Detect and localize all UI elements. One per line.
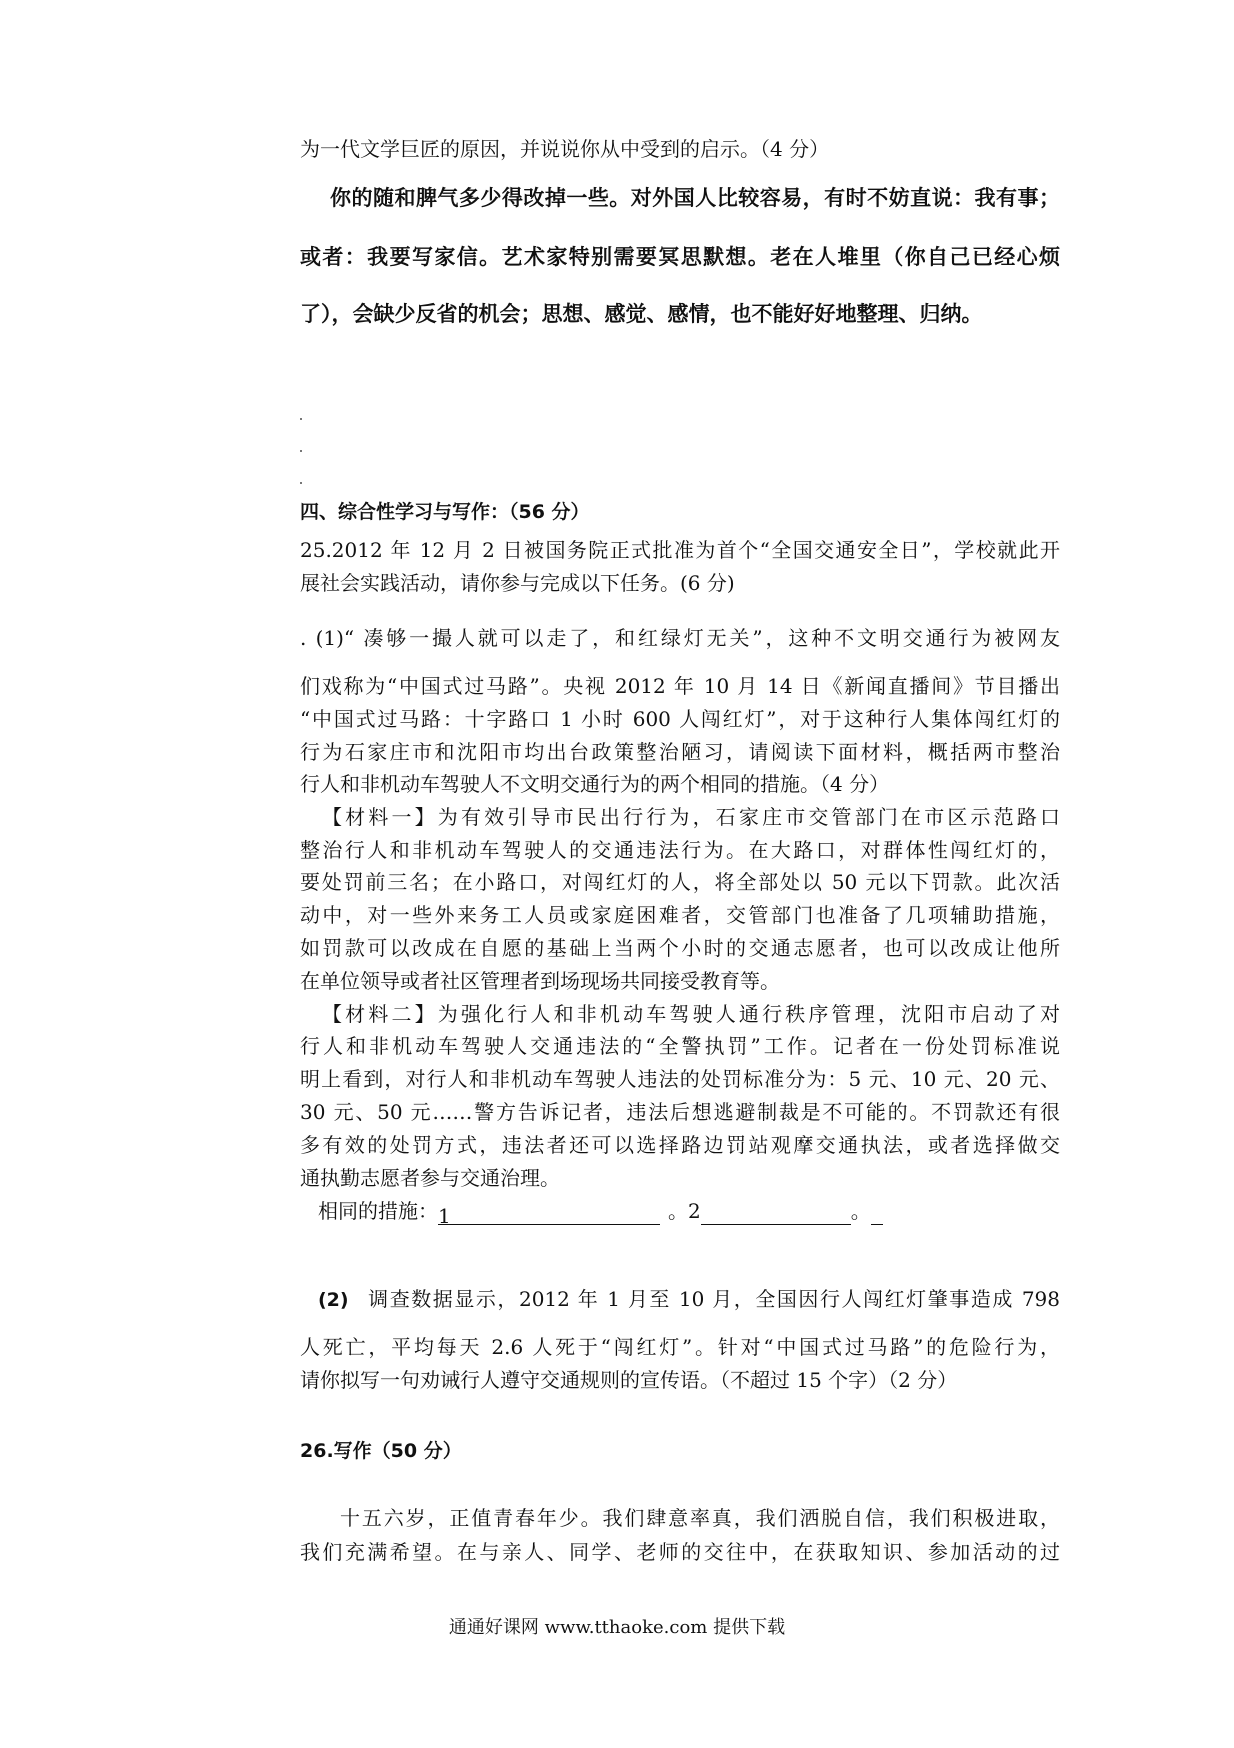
scan-speck <box>300 450 302 452</box>
section-heading: 四、综合性学习与写作：（56 分） <box>300 501 590 523</box>
answer-blank-2[interactable] <box>701 1202 851 1225</box>
question-text-line: . (1)“ 凑够一撮人就可以走了，和红绿灯无关”，这种不文明交通行为被网友 <box>300 626 1060 650</box>
material-two-line: 明上看到，对行人和非机动车驾驶人违法的处罚标准分为：5 元、10 元、20 元、 <box>300 1067 1060 1091</box>
essay-prompt-line: 十五六岁，正值青春年少。我们肆意率真，我们洒脱自信，我们积极进取， <box>340 1506 1060 1530</box>
material-one-line: 动中，对一些外来务工人员或家庭困难者，交管部门也准备了几项辅助措施， <box>300 903 1060 927</box>
scan-speck <box>300 418 302 420</box>
material-one-line: 整治行人和非机动车驾驶人的交通违法行为。在大路口，对群体性闯红灯的， <box>300 838 1060 862</box>
material-two-line: 30 元、50 元……警方告诉记者，违法后想逃避制裁是不可能的。不罚款还有很 <box>300 1100 1060 1124</box>
answer-label: 相同的措施： <box>318 1199 438 1223</box>
page-footer: 通通好课网 www.tthaoke.com 提供下载 <box>448 1617 786 1638</box>
excerpt-line-bold: 你的随和脾气多少得改掉一些。对外国人比较容易，有时不妨直说：我有事； <box>330 186 1060 210</box>
question-text: 调查数据显示，2012 年 1 月至 10 月，全国因行人闯红灯肇事造成 798 <box>366 1287 1060 1311</box>
material-two-line: 通执勤志愿者参与交通治理。 <box>300 1166 560 1190</box>
answer-blank-1[interactable] <box>438 1202 660 1228</box>
material-one-line: 要处罚前三名；在小路口，对闯红灯的人，将全部处以 50 元以下罚款。此次活 <box>300 870 1060 894</box>
section-heading: 26.写作（50 分） <box>300 1440 462 1462</box>
question-text-line: 展社会实践活动，请你参与完成以下任务。(6 分) <box>300 571 735 595</box>
question-number: (2) <box>318 1289 349 1311</box>
answer-line <box>318 1197 1078 1228</box>
question-text-line <box>318 1285 1060 1314</box>
answer-end-mark: 。 <box>850 1199 871 1223</box>
material-one-line: 【材料一】为有效引导市民出行行为，石家庄市交管部门在市区示范路口 <box>322 805 1060 829</box>
material-two-line: 行人和非机动车驾驶人交通违法的“全警执罚”工作。记者在一份处罚标准说 <box>300 1034 1060 1058</box>
material-one-line: 如罚款可以改成在自愿的基础上当两个小时的交通志愿者，也可以改成让他所 <box>300 936 1060 960</box>
question-text-line: 为一代文学巨匠的原因，并说说你从中受到的启示。（4 分） <box>300 137 830 161</box>
material-two-line: 多有效的处罚方式，违法者还可以选择路边罚站观摩交通执法，或者选择做交 <box>300 1133 1060 1157</box>
question-text-line: 们戏称为“中国式过马路”。央视 2012 年 10 月 14 日《新闻直播间》节目播出 <box>300 674 1060 698</box>
answer-blank-tail <box>871 1202 883 1225</box>
essay-prompt-line: 我们充满希望。在与亲人、同学、老师的交往中，在获取知识、参加活动的过 <box>300 1540 1060 1564</box>
question-text-line: 行为石家庄市和沈阳市均出台政策整治陋习，请阅读下面材料，概括两市整治 <box>300 740 1060 764</box>
excerpt-line-bold: 了），会缺少反省的机会；思想、感觉、感情，也不能好好地整理、归纳。 <box>300 302 983 326</box>
answer-separator: 。2 <box>668 1199 701 1223</box>
scan-speck <box>300 482 302 484</box>
answer-number-1: 1 <box>438 1204 451 1228</box>
question-text-line: 请你拟写一句劝诫行人遵守交通规则的宣传语。（不超过 15 个字）（2 分） <box>300 1368 958 1392</box>
question-text-line: 25.2012 年 12 月 2 日被国务院正式批准为首个“全国交通安全日”，学校就此开 <box>300 538 1060 562</box>
question-text-line: “中国式过马路：十字路口 1 小时 600 人闯红灯”，对于这种行人集体闯红灯的 <box>300 707 1060 731</box>
question-text-line: 人死亡，平均每天 2.6 人死于“闯红灯”。针对“中国式过马路”的危险行为， <box>300 1335 1060 1359</box>
excerpt-line-bold: 或者：我要写家信。艺术家特别需要冥思默想。老在人堆里（你自己已经心烦 <box>300 245 1060 269</box>
material-two-line: 【材料二】为强化行人和非机动车驾驶人通行秩序管理，沈阳市启动了对 <box>322 1002 1060 1026</box>
question-text-line: 行人和非机动车驾驶人不文明交通行为的两个相同的措施。（4 分） <box>300 772 890 796</box>
material-one-line: 在单位领导或者社区管理者到场现场共同接受教育等。 <box>300 969 780 993</box>
